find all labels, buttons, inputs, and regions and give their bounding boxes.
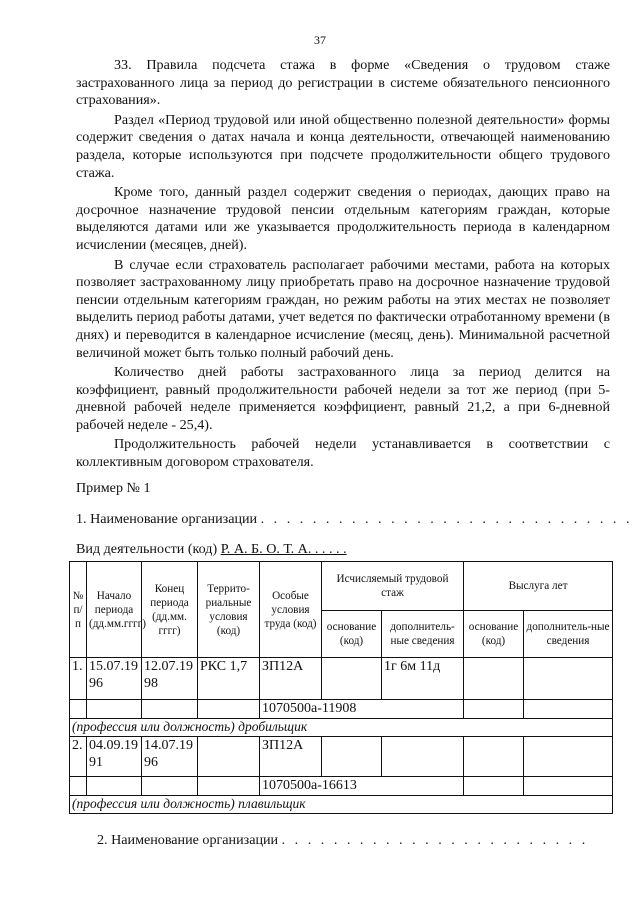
body-text	[76, 57, 610, 499]
experience-table	[69, 561, 613, 814]
row2-position-code: 1070500а-16613	[260, 777, 464, 796]
row2-profession: (профессия или должность) плавильщик	[70, 796, 613, 814]
org2-line	[97, 832, 588, 849]
row2-territorial	[198, 737, 260, 777]
activity-value: Р. А. Б. О. Т. А. . . . . .	[220, 541, 347, 557]
table-row	[70, 700, 613, 719]
header-territorial: Террито-риальные условия (код)	[198, 562, 260, 658]
header-num: № п/п	[70, 562, 87, 658]
header-service-extra: дополнитель-ные сведения	[524, 611, 613, 658]
page-number: 37	[314, 33, 326, 47]
header-special: Особые условия труда (код)	[260, 562, 322, 658]
header-service-group: Выслуга лет	[464, 562, 613, 611]
row2-end: 14.07.1996	[142, 737, 198, 777]
org1-dots: . . . . . . . . . . . . . . . . . . . . . . . . . . . . .	[260, 511, 633, 527]
org1-line	[76, 511, 632, 528]
row2-service-basis	[464, 737, 524, 777]
row1-territorial: РКС 1,7	[198, 658, 260, 700]
row1-profession: (профессия или должность) дробильщик	[70, 719, 613, 737]
example-title: Пример № 1	[76, 479, 151, 496]
table-row	[70, 796, 613, 814]
row1-service-basis	[464, 658, 524, 700]
header-calc-basis: основание (код)	[322, 611, 382, 658]
row1-end: 12.07.1998	[142, 658, 198, 700]
row1-service-extra	[524, 658, 613, 700]
paragraph-rule-33: 33. Правила подсчета стажа в форме «Сведения о трудовом стаже застрахованного лица за период до регистрации в системе обязательного пенсионного страхования».	[76, 57, 610, 109]
table-row	[70, 658, 613, 700]
org1-label: 1. Наименование организации	[76, 511, 258, 527]
row2-start: 04.09.1991	[87, 737, 142, 777]
row2-service-extra	[524, 737, 613, 777]
row1-num: 1.	[70, 658, 87, 700]
row2-calc-basis	[322, 737, 382, 777]
row2-special: ЗП12А	[260, 737, 322, 777]
table-row	[70, 737, 613, 777]
activity-line	[76, 541, 347, 558]
org2-dots: . . . . . . . . . . . . . . . . . . . . . . . .	[281, 832, 589, 848]
header-calc-extra: дополнитель-ные сведения	[382, 611, 464, 658]
row2-num: 2.	[70, 737, 87, 777]
header-service-basis: основание (код)	[464, 611, 524, 658]
row1-start: 15.07.1996	[87, 658, 142, 700]
row1-calc-extra: 1г 6м 11д	[382, 658, 464, 700]
activity-label: Вид деятельности (код)	[76, 541, 218, 557]
row1-special: ЗП12А	[260, 658, 322, 700]
table-row	[70, 719, 613, 737]
table-row	[70, 777, 613, 796]
header-start: Начало периода (дд.мм.гггг)	[87, 562, 142, 658]
row1-position-code: 1070500а-11908	[260, 700, 464, 719]
paragraph-work-week: Продолжительность рабочей недели устанавливается в соответствии с коллективным договором страхователя.	[76, 436, 610, 471]
header-end: Конец периода (дд.мм. гггг)	[142, 562, 198, 658]
header-calc-group: Исчисляемый трудовой стаж	[322, 562, 464, 611]
org2-label: 2. Наименование организации	[97, 832, 279, 848]
paragraph-coefficient: Количество дней работы застрахованного лица за период делится на коэффициент, равный продолжительности рабочей недели за тот же период (при 5-дневной рабочей неделе применяется коэффициент, равный 21,2, а при 6-дневной рабочей неделе - 25,4).	[76, 364, 610, 433]
paragraph-workplaces: В случае если страхователь располагает рабочими местами, работа на которых позволяет застрахованному лицу приобретать право на досрочное назначение трудовой пенсии отдельным категориям граждан, но режим работы на этих местах не позволяет выделить период работы датами, учет ведется по фактически отработанному времени (в днях) и переводится в календарное исчисление (месяц, день). Минимальной расчетной величиной может быть только полный рабочий день.	[76, 256, 610, 361]
row2-calc-extra	[382, 737, 464, 777]
paragraph-section-info: Раздел «Период трудовой или иной общественно полезной деятельности» формы содержит сведения о датах начала и конца деятельности, отвечающей наименованию раздела, которые используются при подсчете продолжительности общего трудового стажа.	[76, 111, 610, 181]
row1-calc-basis	[322, 658, 382, 700]
paragraph-early-pension: Кроме того, данный раздел содержит сведения о периодах, дающих право на досрочное назначение трудовой пенсии отдельным категориям граждан, которые выделяются датами или же указывается продолжительность периода в календарном исчислении (месяцев, дней).	[76, 184, 610, 253]
